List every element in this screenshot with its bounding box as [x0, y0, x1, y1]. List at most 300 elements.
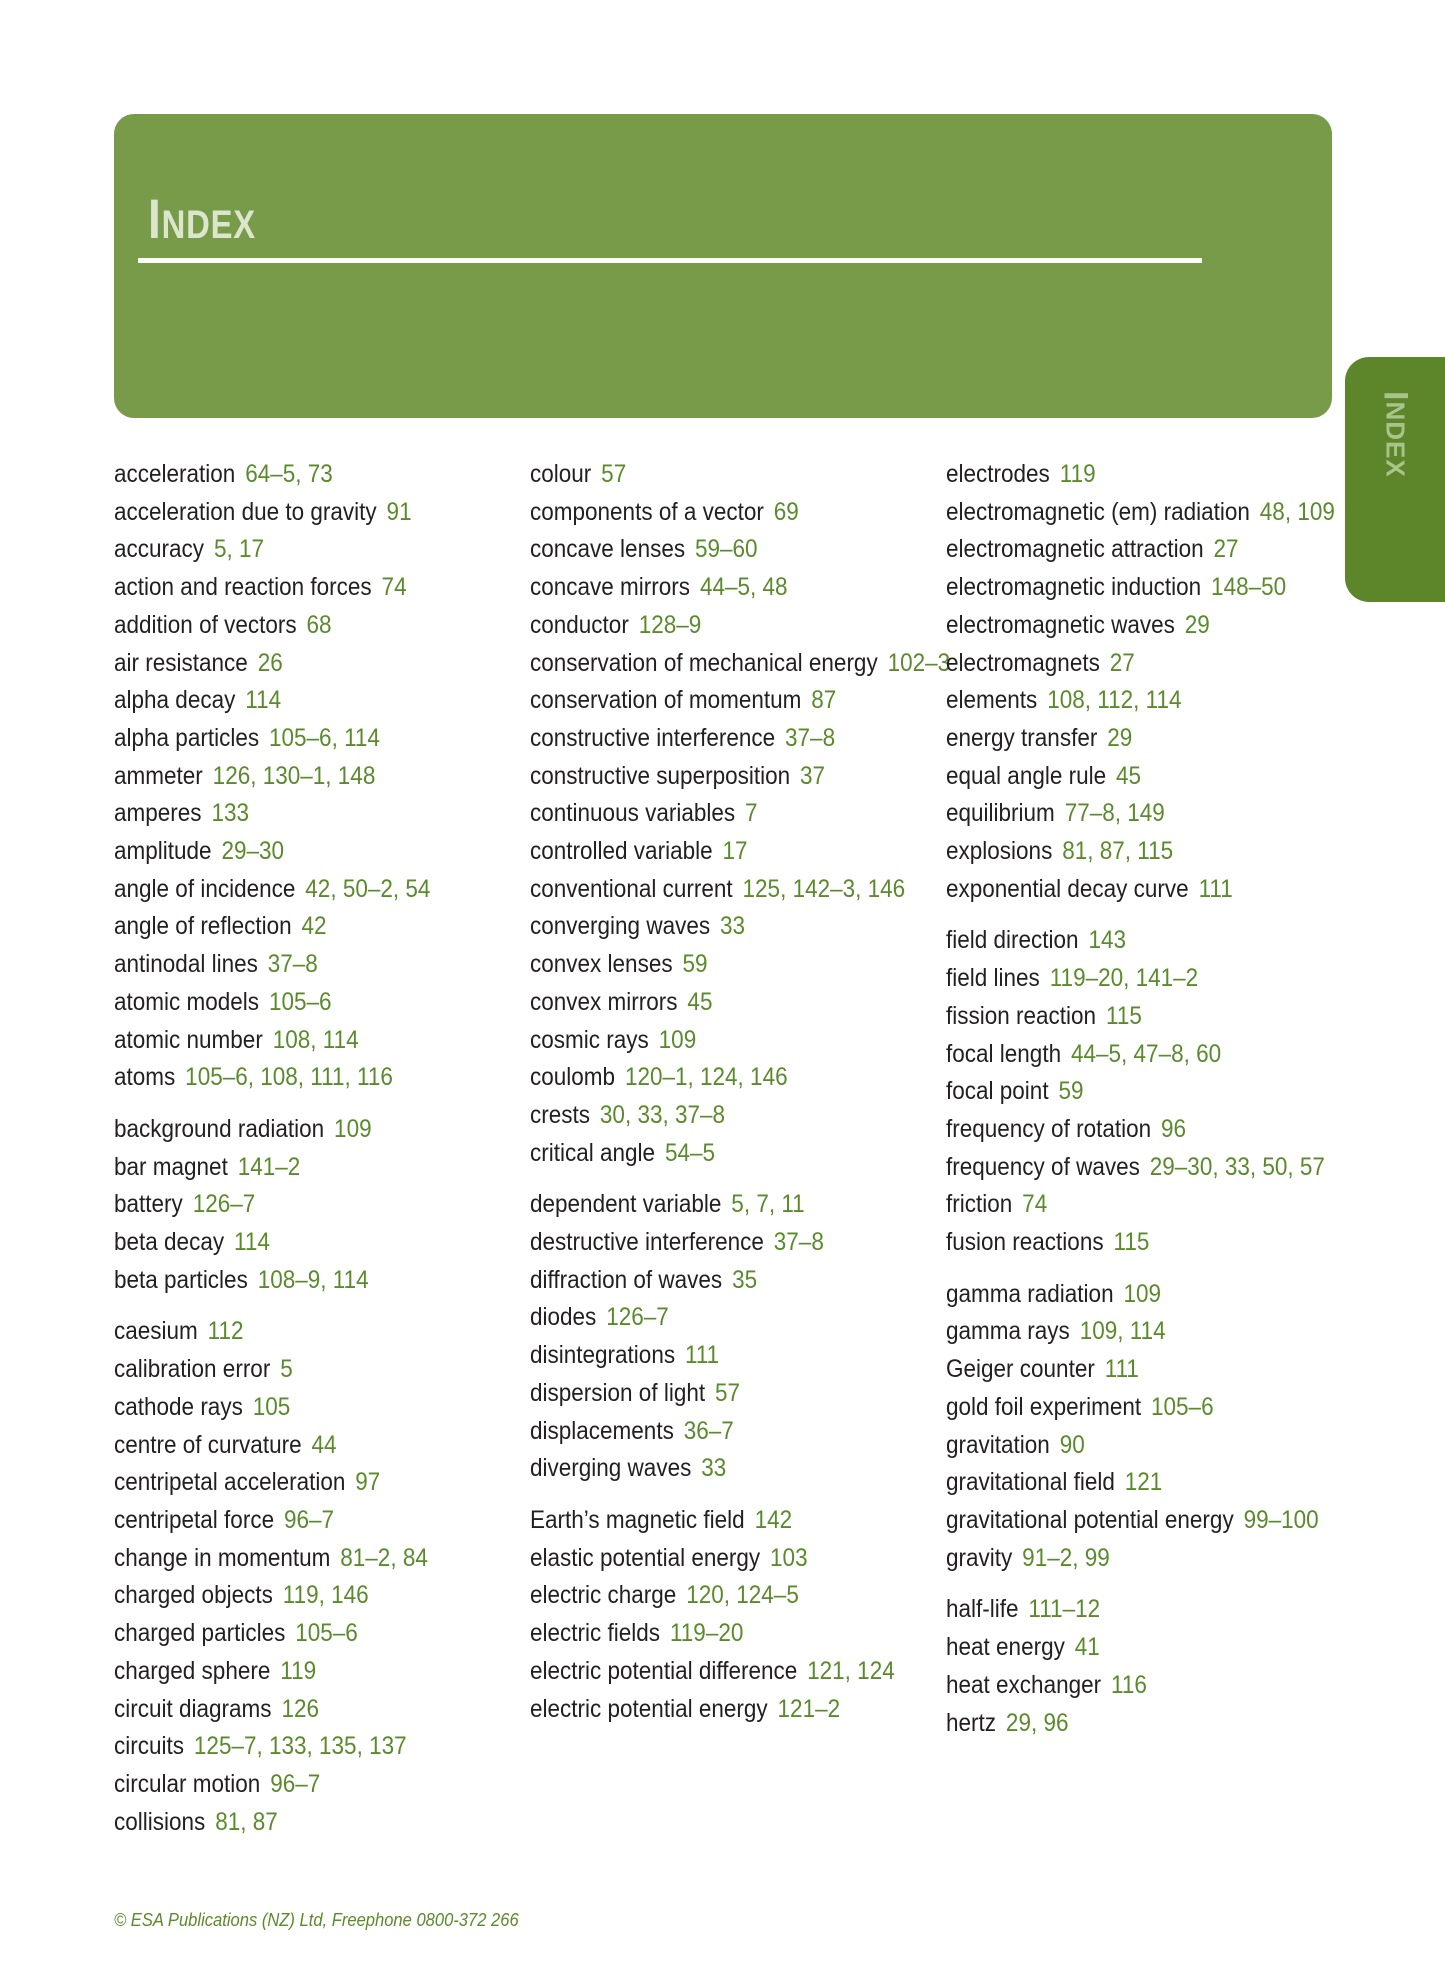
page-references: 42, 50–2, 54	[305, 874, 431, 903]
page-references: 133	[211, 799, 249, 828]
index-entry	[114, 1022, 569, 1060]
page-references: 115	[1105, 1001, 1142, 1030]
index-entry	[946, 1427, 1401, 1465]
page-references: 41	[1074, 1633, 1100, 1662]
page-references: 5, 7, 11	[731, 1190, 805, 1219]
index-term: controlled variable	[530, 837, 713, 866]
index-term: components of a vector	[530, 497, 764, 526]
index-entry	[530, 1059, 985, 1097]
index-term: electromagnetic induction	[946, 573, 1202, 602]
index-term: battery	[114, 1190, 183, 1219]
page-references: 44	[311, 1430, 337, 1459]
index-entry	[530, 1691, 985, 1729]
index-entry	[946, 720, 1401, 758]
index-term: field direction	[946, 926, 1079, 955]
index-entry	[946, 1540, 1401, 1578]
page-references: 119, 146	[282, 1581, 369, 1610]
page-references: 103	[770, 1543, 808, 1572]
index-term: electric fields	[530, 1619, 661, 1648]
page-references: 143	[1088, 926, 1127, 955]
index-entry	[946, 1224, 1401, 1262]
index-entry	[530, 569, 985, 607]
index-term: electromagnets	[946, 648, 1100, 677]
index-term: equilibrium	[946, 799, 1055, 828]
index-term: convex mirrors	[530, 987, 678, 1016]
index-entry	[530, 1540, 985, 1578]
index-term: electromagnetic waves	[946, 610, 1175, 639]
page-references: 105–6	[295, 1619, 358, 1648]
index-term: constructive superposition	[530, 761, 791, 790]
index-entry	[530, 1299, 985, 1337]
page-references: 119–20, 141–2	[1049, 964, 1199, 993]
index-term: bar magnet	[114, 1152, 228, 1181]
index-entry	[530, 1224, 985, 1262]
page-references: 97	[355, 1468, 381, 1497]
page-references: 109	[1123, 1279, 1162, 1308]
index-entry	[530, 833, 985, 871]
page-references: 57	[601, 460, 627, 488]
index-term: gravitational field	[946, 1468, 1115, 1497]
page-references: 142	[754, 1505, 793, 1534]
index-entry	[114, 1728, 569, 1766]
index-entry	[530, 1337, 985, 1375]
page-references: 44–5, 47–8, 60	[1070, 1039, 1222, 1068]
index-term: beta decay	[114, 1228, 225, 1257]
index-term: destructive interference	[530, 1228, 764, 1257]
page-references: 119–20	[669, 1619, 744, 1648]
page-references: 109	[658, 1025, 697, 1054]
index-entry	[114, 1059, 569, 1097]
index-entry	[114, 1313, 569, 1351]
page-references: 91–2, 99	[1022, 1543, 1110, 1572]
page-references: 105–6	[268, 987, 332, 1016]
section-tab-label: INDEX	[1376, 391, 1415, 478]
index-term: alpha particles	[114, 723, 260, 752]
index-entry	[946, 1667, 1401, 1705]
page-references: 121–2	[777, 1694, 841, 1723]
index-term: gravity	[946, 1543, 1013, 1572]
index-term: exponential decay curve	[946, 874, 1189, 903]
index-term: gravitational potential energy	[946, 1505, 1234, 1534]
index-entry	[114, 494, 569, 532]
index-term: amplitude	[114, 837, 212, 866]
index-columns	[114, 456, 1344, 1856]
page-references: 96–7	[283, 1505, 335, 1534]
index-entry	[114, 795, 569, 833]
page-references: 69	[773, 497, 799, 526]
index-entry	[530, 1577, 985, 1615]
index-term: angle of incidence	[114, 874, 296, 903]
index-term: Geiger counter	[946, 1355, 1095, 1384]
index-entry	[946, 494, 1401, 532]
index-term: frequency of waves	[946, 1152, 1140, 1181]
index-entry	[946, 682, 1401, 720]
page-references: 126–7	[606, 1303, 669, 1332]
page-references: 48, 109	[1259, 497, 1335, 526]
index-entry	[114, 1540, 569, 1578]
index-entry	[530, 1413, 985, 1451]
index-entry	[114, 1224, 569, 1262]
index-entry	[114, 984, 569, 1022]
page-references: 77–8, 149	[1064, 799, 1165, 828]
index-entry	[946, 607, 1401, 645]
index-entry	[946, 645, 1401, 683]
index-entry	[530, 1097, 985, 1135]
index-term: gamma rays	[946, 1317, 1070, 1346]
index-term: half-life	[946, 1595, 1019, 1624]
page-references: 54–5	[664, 1138, 716, 1167]
index-term: conventional current	[530, 874, 733, 903]
page-references: 90	[1059, 1430, 1085, 1459]
page-references: 35	[732, 1265, 758, 1294]
index-term: centre of curvature	[114, 1430, 302, 1459]
index-entry	[530, 1615, 985, 1653]
index-entry	[530, 682, 985, 720]
index-entry	[114, 1351, 569, 1389]
index-term: circuits	[114, 1732, 185, 1761]
index-entry	[114, 607, 569, 645]
index-entry	[946, 1276, 1401, 1314]
index-column-3	[946, 456, 1346, 1742]
index-entry	[114, 1577, 569, 1615]
index-term: continuous variables	[530, 799, 736, 828]
index-term: beta particles	[114, 1265, 248, 1294]
index-entry	[530, 758, 985, 796]
page-references: 111	[1104, 1355, 1139, 1384]
index-entry	[946, 1502, 1401, 1540]
page-references: 111–12	[1028, 1595, 1101, 1624]
index-term: electric potential energy	[530, 1694, 768, 1723]
index-term: frequency of rotation	[946, 1114, 1152, 1143]
index-entry	[946, 795, 1401, 833]
page-references: 68	[306, 610, 332, 639]
page-references: 105	[252, 1392, 291, 1421]
index-term: heat exchanger	[946, 1670, 1102, 1699]
index-entry	[530, 1502, 985, 1540]
index-term: fission reaction	[946, 1001, 1097, 1030]
index-entry	[946, 1149, 1401, 1187]
index-entry	[114, 833, 569, 871]
page-references: 96–7	[270, 1769, 321, 1798]
index-entry	[114, 1766, 569, 1804]
index-entry	[114, 720, 569, 758]
index-entry	[114, 531, 569, 569]
index-entry	[114, 1427, 569, 1465]
page-references: 108, 112, 114	[1047, 686, 1182, 715]
index-entry	[114, 645, 569, 683]
page-references: 99–100	[1243, 1505, 1319, 1534]
index-term: conservation of momentum	[530, 686, 802, 715]
page-references: 114	[245, 686, 282, 715]
index-term: background radiation	[114, 1114, 325, 1143]
page-references: 126–7	[192, 1190, 256, 1219]
index-term: action and reaction forces	[114, 573, 372, 602]
page-references: 115	[1113, 1228, 1150, 1257]
index-entry	[946, 871, 1401, 909]
index-term: dispersion of light	[530, 1378, 706, 1407]
page-references: 121, 124	[807, 1656, 895, 1685]
page-references: 125, 142–3, 146	[742, 874, 906, 903]
index-column-1	[114, 456, 514, 1841]
index-term: electric potential difference	[530, 1656, 798, 1685]
index-term: crests	[530, 1100, 591, 1129]
page-references: 29, 96	[1005, 1708, 1069, 1737]
page-references: 91	[386, 497, 412, 526]
index-term: colour	[530, 460, 592, 488]
index-term: conservation of mechanical energy	[530, 648, 878, 677]
index-entry	[114, 1186, 569, 1224]
page-references: 105–6	[1151, 1392, 1214, 1421]
page-references: 126, 130–1, 148	[212, 761, 376, 790]
index-term: ammeter	[114, 761, 203, 790]
index-entry	[530, 1375, 985, 1413]
index-entry	[530, 531, 985, 569]
page-references: 57	[715, 1378, 741, 1407]
index-entry	[946, 833, 1401, 871]
index-entry	[114, 1111, 569, 1149]
index-term: charged particles	[114, 1619, 286, 1648]
page-references: 37–8	[785, 723, 836, 752]
page-references: 29–30, 33, 50, 57	[1149, 1152, 1325, 1181]
page-references: 45	[687, 987, 713, 1016]
page-references: 59–60	[694, 535, 758, 564]
index-term: elastic potential energy	[530, 1543, 761, 1572]
page-references: 36–7	[683, 1416, 734, 1445]
index-term: acceleration due to gravity	[114, 497, 377, 526]
index-column-2	[530, 456, 951, 1728]
index-term: constructive interference	[530, 723, 776, 752]
index-entry	[530, 1186, 985, 1224]
index-term: diodes	[530, 1303, 597, 1332]
index-entry	[946, 1464, 1401, 1502]
index-term: concave lenses	[530, 535, 686, 564]
page-references: 102–3	[887, 648, 951, 677]
page-references: 111	[684, 1341, 720, 1370]
page-references: 7	[745, 799, 758, 828]
page-references: 5, 17	[213, 535, 264, 564]
page-references: 116	[1111, 1670, 1147, 1699]
index-term: cosmic rays	[530, 1025, 649, 1054]
index-entry	[114, 1502, 569, 1540]
index-term: converging waves	[530, 912, 711, 941]
page-references: 125–7, 133, 135, 137	[193, 1732, 407, 1761]
page-references: 44–5, 48	[699, 573, 788, 602]
page-references: 119	[280, 1656, 317, 1685]
page-references: 81, 87	[215, 1807, 278, 1836]
index-term: electromagnetic (em) radiation	[946, 497, 1250, 526]
index-entry	[946, 1111, 1401, 1149]
index-entry	[114, 758, 569, 796]
index-term: focal point	[946, 1077, 1049, 1106]
page-references: 37–8	[267, 950, 318, 979]
title-underline	[138, 258, 1202, 263]
index-term: electromagnetic attraction	[946, 535, 1204, 564]
page-references: 96	[1161, 1114, 1187, 1143]
index-term: energy transfer	[946, 723, 1098, 752]
index-entry	[946, 998, 1401, 1036]
index-entry	[530, 946, 985, 984]
index-entry	[114, 946, 569, 984]
index-term: critical angle	[530, 1138, 656, 1167]
index-term: explosions	[946, 837, 1053, 866]
index-entry	[530, 456, 985, 494]
index-term: antinodal lines	[114, 950, 258, 979]
index-term: centripetal force	[114, 1505, 275, 1534]
page-references: 42	[301, 912, 327, 941]
page-references: 148–50	[1211, 573, 1287, 602]
index-term: gravitation	[946, 1430, 1050, 1459]
index-term: air resistance	[114, 648, 248, 677]
index-term: caesium	[114, 1317, 198, 1346]
page-references: 111	[1198, 874, 1233, 903]
index-entry	[530, 645, 985, 683]
page-references: 26	[257, 648, 283, 677]
index-entry	[530, 720, 985, 758]
page-references: 5	[280, 1355, 293, 1384]
index-term: elements	[946, 686, 1038, 715]
index-term: addition of vectors	[114, 610, 297, 639]
index-entry	[114, 1389, 569, 1427]
index-term: displacements	[530, 1416, 674, 1445]
index-entry	[946, 1036, 1401, 1074]
index-entry	[946, 1591, 1401, 1629]
page-references: 109	[334, 1114, 372, 1143]
page-references: 108–9, 114	[257, 1265, 369, 1294]
index-term: atomic number	[114, 1025, 263, 1054]
index-entry	[530, 607, 985, 645]
index-entry	[114, 908, 569, 946]
page-references: 126	[281, 1694, 320, 1723]
header-banner	[114, 114, 1332, 418]
index-entry	[114, 871, 569, 909]
index-term: electrodes	[946, 460, 1050, 488]
page-references: 37–8	[773, 1228, 824, 1257]
index-entry	[114, 1464, 569, 1502]
page-references: 30, 33, 37–8	[599, 1100, 726, 1129]
index-term: field lines	[946, 964, 1040, 993]
index-term: gold foil experiment	[946, 1392, 1142, 1421]
index-term: diffraction of waves	[530, 1265, 723, 1294]
index-term: atomic models	[114, 987, 260, 1016]
page-references: 105–6, 114	[268, 723, 380, 752]
index-entry	[114, 1615, 569, 1653]
page-references: 59	[682, 950, 708, 979]
index-term: hertz	[946, 1708, 997, 1737]
page-references: 81–2, 84	[340, 1543, 428, 1572]
page-references: 141–2	[237, 1152, 301, 1181]
index-term: circular motion	[114, 1769, 261, 1798]
index-entry	[114, 1262, 569, 1300]
index-entry	[946, 1389, 1401, 1427]
page-references: 74	[1022, 1190, 1048, 1219]
index-term: disintegrations	[530, 1341, 676, 1370]
index-entry	[946, 1629, 1401, 1667]
index-entry	[530, 1135, 985, 1173]
page-references: 105–6, 108, 111, 116	[185, 1063, 393, 1092]
page-references: 64–5, 73	[245, 460, 333, 488]
index-entry	[946, 1705, 1401, 1743]
index-term: atoms	[114, 1063, 176, 1092]
page-references: 114	[233, 1228, 270, 1257]
index-term: concave mirrors	[530, 573, 691, 602]
page-references: 29	[1184, 610, 1210, 639]
page-references: 112	[207, 1317, 244, 1346]
index-entry	[946, 1313, 1401, 1351]
page-references: 81, 87, 115	[1062, 837, 1174, 866]
index-term: calibration error	[114, 1355, 271, 1384]
index-term: heat energy	[946, 1633, 1065, 1662]
index-entry	[530, 908, 985, 946]
index-term: equal angle rule	[946, 761, 1107, 790]
index-term: friction	[946, 1190, 1013, 1219]
page-references: 74	[381, 573, 407, 602]
index-term: charged sphere	[114, 1656, 271, 1685]
index-term: focal length	[946, 1039, 1062, 1068]
index-term: diverging waves	[530, 1454, 692, 1483]
page-references: 29–30	[221, 837, 285, 866]
index-entry	[114, 1691, 569, 1729]
page-references: 29	[1107, 723, 1133, 752]
index-entry	[530, 494, 985, 532]
index-entry	[114, 1653, 569, 1691]
index-entry	[946, 456, 1401, 494]
index-entry	[530, 1450, 985, 1488]
page-references: 121	[1124, 1468, 1163, 1497]
index-term: convex lenses	[530, 950, 673, 979]
index-term: gamma radiation	[946, 1279, 1114, 1308]
index-entry	[530, 984, 985, 1022]
index-entry	[114, 569, 569, 607]
page-references: 119	[1059, 460, 1096, 488]
index-entry	[530, 1022, 985, 1060]
page-references: 87	[811, 686, 837, 715]
page-references: 37	[800, 761, 826, 790]
index-term: change in momentum	[114, 1543, 331, 1572]
page-references: 120, 124–5	[686, 1581, 799, 1610]
index-term: Earth’s magnetic field	[530, 1505, 745, 1534]
index-term: circuit diagrams	[114, 1694, 272, 1723]
index-entry	[946, 569, 1401, 607]
page-references: 33	[720, 912, 746, 941]
page-references: 33	[701, 1454, 727, 1483]
index-entry	[946, 1186, 1401, 1224]
index-term: coulomb	[530, 1063, 616, 1092]
index-entry	[946, 960, 1401, 998]
page-title: INDEX	[148, 187, 256, 250]
page-references: 27	[1109, 648, 1135, 677]
index-term: amperes	[114, 799, 202, 828]
index-term: cathode rays	[114, 1392, 243, 1421]
index-term: acceleration	[114, 460, 236, 488]
page-references: 27	[1213, 535, 1239, 564]
index-entry	[946, 922, 1401, 960]
index-term: conductor	[530, 610, 629, 639]
index-entry	[946, 758, 1401, 796]
index-term: charged objects	[114, 1581, 273, 1610]
copyright-footer: © ESA Publications (NZ) Ltd, Freephone 0800-372 266	[114, 1910, 519, 1930]
page-references: 45	[1116, 761, 1142, 790]
index-term: fusion reactions	[946, 1228, 1104, 1257]
index-entry	[530, 795, 985, 833]
index-entry	[114, 682, 569, 720]
index-entry	[946, 531, 1401, 569]
page-references: 128–9	[638, 610, 702, 639]
index-term: collisions	[114, 1807, 206, 1836]
index-entry	[530, 1262, 985, 1300]
index-entry	[946, 1073, 1401, 1111]
index-term: electric charge	[530, 1581, 677, 1610]
index-term: angle of reflection	[114, 912, 292, 941]
